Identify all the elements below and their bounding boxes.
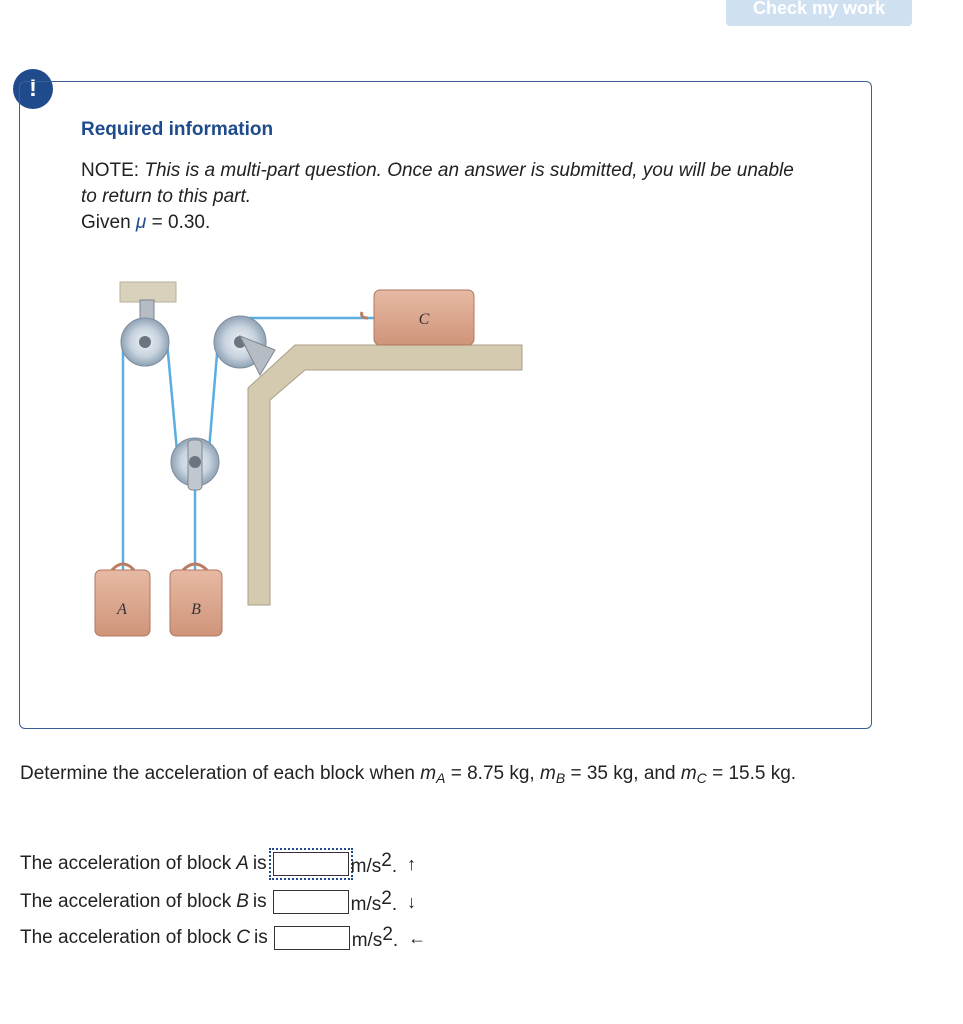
note-body: This is a multi-part question. Once an answer is submitted, you will be unable to return to this part. xyxy=(81,160,794,207)
question-text: Determine the acceleration of each block when $m_A = 8.75$ kg, $m_B = 35$ kg, and $m_C = 15.5$ kg. xyxy=(20,763,797,786)
mass-c-value: = 15.5 kg. xyxy=(706,763,797,784)
ceiling-mount xyxy=(120,282,176,302)
table-ledge xyxy=(248,345,522,605)
mass-a-value: = 8.75 kg, xyxy=(445,763,540,784)
mass-c-sub: C xyxy=(696,770,707,786)
answer-a-prefix: The acceleration of block xyxy=(20,853,232,874)
given-value: = 0.30. xyxy=(146,212,211,233)
answer-c-prefix: The acceleration of block xyxy=(20,927,232,948)
given-statement xyxy=(81,212,210,234)
acceleration-a-input[interactable] xyxy=(273,852,349,876)
alert-icon: ! xyxy=(13,69,53,109)
note-prefix: NOTE: xyxy=(81,160,145,181)
mass-a-sub: A xyxy=(436,770,446,786)
block-b-label: B xyxy=(191,601,201,618)
answer-row-a xyxy=(20,849,416,879)
answer-b-prefix: The acceleration of block xyxy=(20,891,232,912)
answer-b-block: B xyxy=(236,891,249,912)
answer-row-b xyxy=(20,887,416,917)
answer-c-unit: $m/s^2$. xyxy=(351,924,399,951)
answer-c-suffix: is xyxy=(253,927,268,948)
answer-a-suffix: is xyxy=(252,853,267,874)
pulley-3-hub xyxy=(189,456,201,468)
answer-b-unit: $m/s^2$. xyxy=(350,888,398,915)
mu-symbol: μ xyxy=(135,212,147,233)
check-my-work-button[interactable]: Check my work xyxy=(726,0,912,26)
block-a-label: A xyxy=(117,601,127,618)
rope-left-inner xyxy=(167,342,178,462)
note-text xyxy=(81,158,801,210)
pulley-diagram xyxy=(90,270,530,650)
answer-c-block: C xyxy=(236,927,250,948)
answer-a-block: A xyxy=(236,853,249,874)
answer-row-c xyxy=(20,923,426,953)
answer-a-unit: $m/s^2$. xyxy=(350,850,398,877)
given-prefix: Given xyxy=(81,212,136,233)
pulley-1-hub xyxy=(139,336,151,348)
up-arrow-icon: ↑ xyxy=(407,853,417,874)
mass-b-sub: B xyxy=(555,770,566,786)
answer-b-suffix: is xyxy=(252,891,267,912)
block-c-hook xyxy=(362,312,368,318)
acceleration-c-input[interactable] xyxy=(274,926,350,950)
required-info-title: Required information xyxy=(81,119,274,140)
acceleration-b-input[interactable] xyxy=(273,890,349,914)
mass-b-value: = 35 kg, and xyxy=(565,763,681,784)
block-c-label: C xyxy=(418,311,430,328)
question-intro: Determine the acceleration of each block when xyxy=(20,763,421,784)
down-arrow-icon: ↓ xyxy=(407,891,417,912)
left-arrow-icon: ← xyxy=(408,927,427,948)
